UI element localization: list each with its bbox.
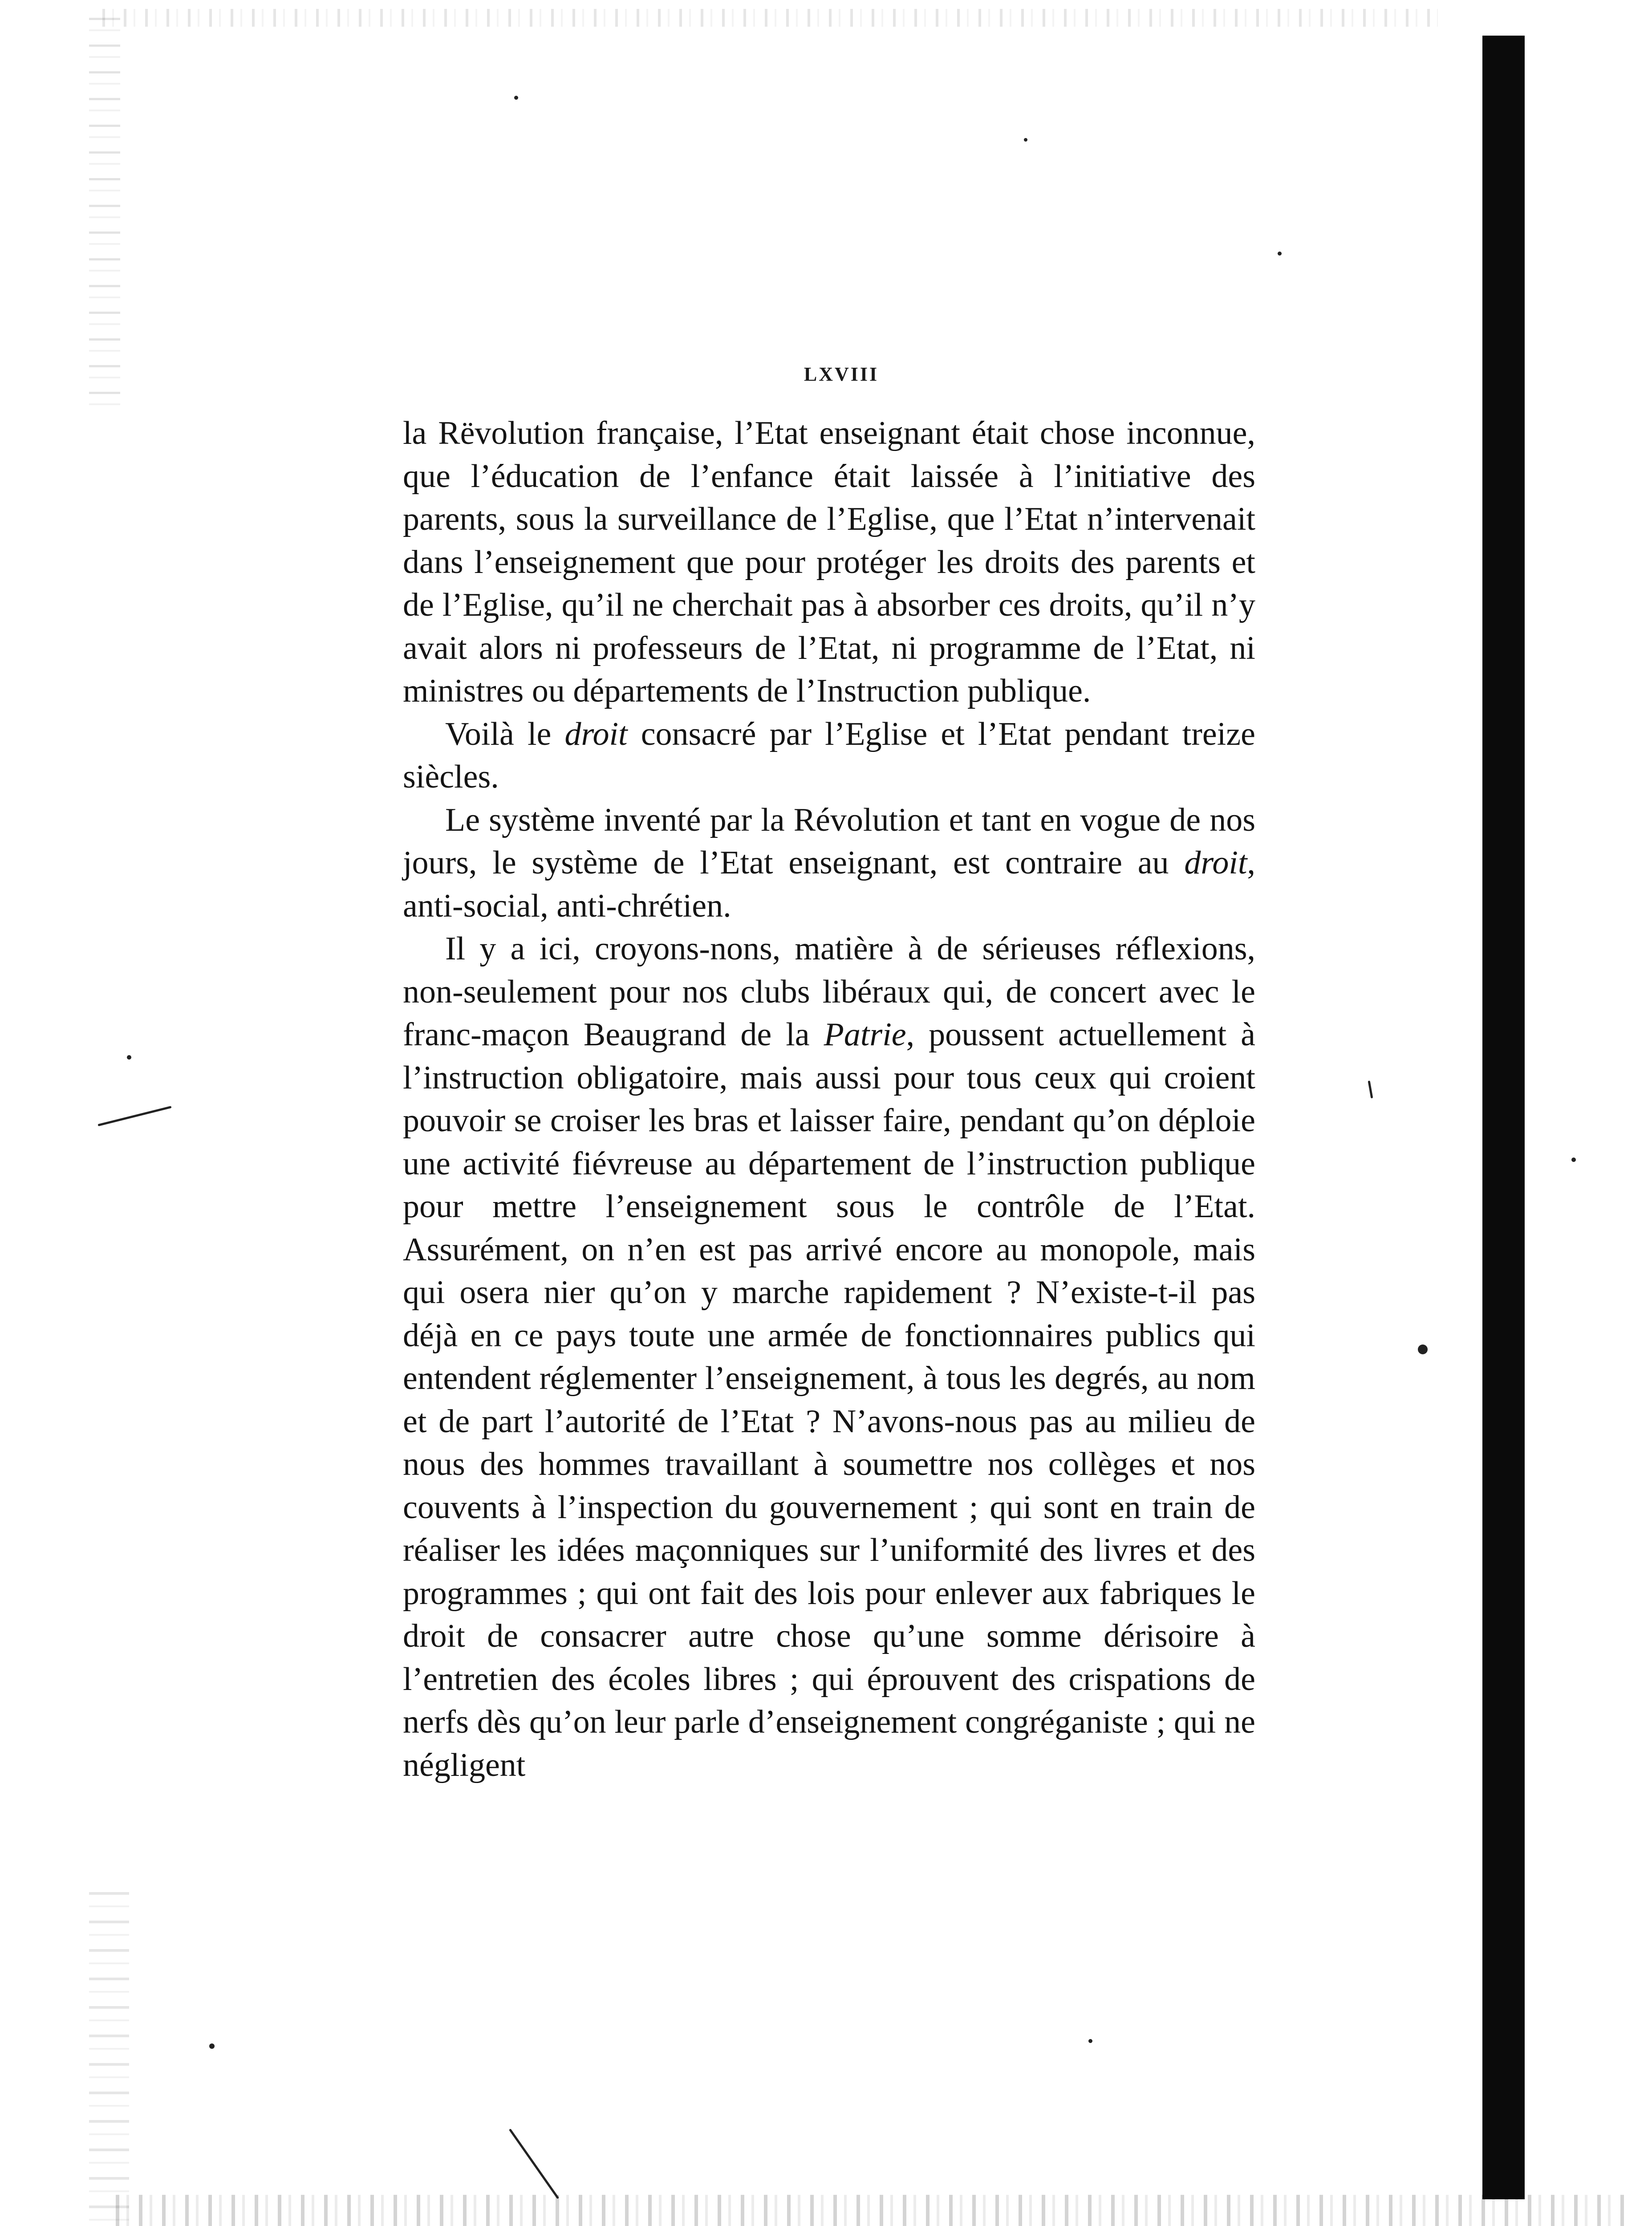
- speck: [514, 96, 518, 100]
- body-text: [403, 412, 1255, 1787]
- speck: [127, 1055, 131, 1060]
- speck: [1278, 252, 1282, 256]
- paragraph: Voilà le droit consacré par l’Eglise et l’Etat pendant treize siècles.: [403, 715, 1255, 795]
- emphasis-text: droit: [564, 715, 628, 752]
- scan-noise-left-lower-edge: [89, 1892, 129, 2226]
- paragraph: la Rëvolution française, l’Etat enseignant était chose inconnue, que l’éducation de l’enfance était laissée à l’initiative des parents, sous la surveillance de l’Eglise, que l’Etat n’intervenait dans l’enseignement que pour protéger les droits des parents et de l’Eglise, qu’il ne cherchait pas à absorber ces droits, qu’il n’y avait alors ni professeurs de l’Etat, ni programme de l’Etat, ni ministres ou départements de l’Instruction publique.: [403, 415, 1255, 709]
- speck: [209, 2043, 215, 2049]
- scratch-mark: [509, 2129, 559, 2199]
- paragraph: Il y a ici, croyons-nons, matière à de sérieuses réflexions, non-seulement pour nos clubs libéraux qui, de concert avec le franc-maçon Beaugrand de la Patrie, poussent actuellement à l’instruction obligatoire, mais aussi pour tous ceux qui croient pouvoir se croiser les bras et laisser faire, pendant qu’on déploie une activité fiévreuse au département de l’instruction publique pour mettre l’enseignement sous le contrôle de l’Etat. Assurément, on n’en est pas arrivé encore au monopole, mais qui osera nier qu’on y marche rapidement ? N’existe-t-il pas déjà en ce pays toute une armée de fonctionnaires publics qui entendent réglementer l’enseignement, à tous les degrés, au nom et de part l’autorité de l’Etat ? N’avons-nous pas au milieu de nous des hommes travaillant à soumettre nos collèges et nos couvents à l’inspection du gouvernement ; qui sont en train de réaliser les idées maçonniques sur l’uniformité des livres et des programmes ; qui ont fait des lois pour enlever aux fabriques le droit de consacrer autre chose qu’une somme dérisoire à l’entretien des écoles libres ; qui éprouvent des crispations de nerfs dès qu’on leur parle d’enseignement congréganiste ; qui ne négligent: [403, 930, 1255, 1783]
- scratch-mark: [1368, 1081, 1373, 1098]
- running-head-page-number: LXVIII: [804, 363, 879, 385]
- paragraph: Le système inventé par la Révolution et tant en vogue de nos jours, le système de l’Etat enseignant, est contraire au droit, anti-social, anti-chrétien.: [403, 801, 1255, 924]
- scan-noise-left-edge: [89, 18, 120, 418]
- scratch-mark: [97, 1106, 171, 1126]
- speck: [1024, 138, 1027, 142]
- binding-shadow: [1482, 36, 1525, 2199]
- scan-noise-top-edge: [102, 9, 1438, 27]
- speck: [1418, 1345, 1428, 1354]
- emphasis-text: droit: [1184, 845, 1247, 881]
- speck: [1571, 1158, 1576, 1162]
- speck: [1088, 2039, 1092, 2043]
- scan-noise-bottom-edge: [116, 2195, 1629, 2226]
- emphasis-text: Patrie: [824, 1016, 906, 1053]
